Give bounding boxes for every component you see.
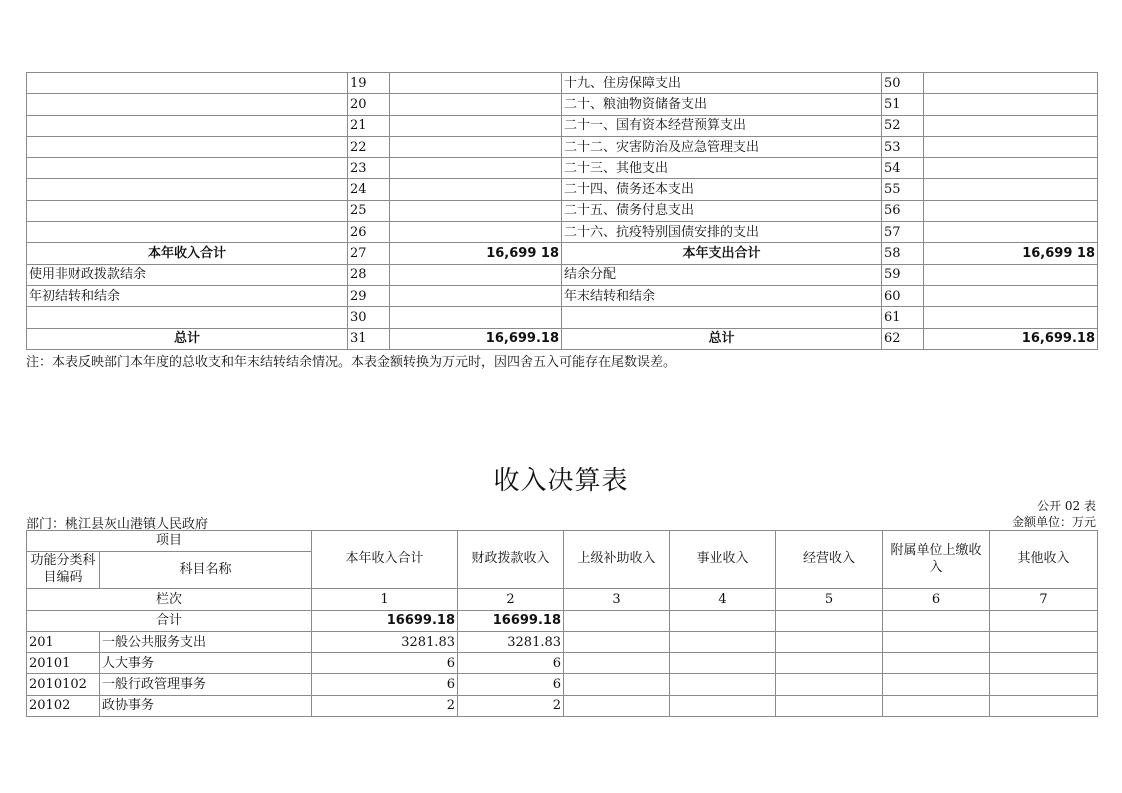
left-row-number-cell: 23 bbox=[348, 158, 390, 179]
value-cell bbox=[564, 695, 670, 716]
right-amount-cell bbox=[924, 200, 1098, 221]
value-cell: 6 bbox=[312, 653, 458, 674]
table-row bbox=[27, 695, 1098, 716]
right-amount-cell bbox=[924, 115, 1098, 136]
column-number-cell: 3 bbox=[564, 589, 670, 610]
left-label-cell: 使用非财政拨款结余 bbox=[27, 264, 348, 285]
left-row-number-cell: 29 bbox=[348, 285, 390, 306]
value-cell bbox=[564, 631, 670, 652]
left-label-cell bbox=[27, 115, 348, 136]
table-row bbox=[27, 73, 1098, 94]
column-number-cell: 7 bbox=[990, 589, 1098, 610]
table-row bbox=[27, 94, 1098, 115]
left-label-cell bbox=[27, 73, 348, 94]
value-cell bbox=[670, 653, 776, 674]
table-row bbox=[27, 631, 1098, 652]
left-amount-cell bbox=[390, 73, 562, 94]
value-cell bbox=[564, 674, 670, 695]
left-row-number-cell: 31 bbox=[348, 328, 390, 349]
table-row bbox=[27, 200, 1098, 221]
header-code: 功能分类科目编码 bbox=[27, 552, 100, 589]
page-title: 收入决算表 bbox=[493, 466, 629, 496]
right-row-number-cell: 54 bbox=[882, 158, 924, 179]
header-name: 科目名称 bbox=[100, 552, 312, 589]
right-row-number-cell: 52 bbox=[882, 115, 924, 136]
left-label-cell bbox=[27, 307, 348, 328]
value-cell bbox=[883, 695, 990, 716]
value-cell: 2 bbox=[458, 695, 564, 716]
left-label-cell bbox=[27, 136, 348, 157]
right-row-number-cell: 50 bbox=[882, 73, 924, 94]
value-cell bbox=[776, 695, 883, 716]
department-label: 部门：桃江县灰山港镇人民政府 bbox=[26, 517, 209, 532]
value-cell: 6 bbox=[312, 674, 458, 695]
value-cell bbox=[883, 674, 990, 695]
right-label-cell: 结余分配 bbox=[562, 264, 882, 285]
right-row-number-cell: 58 bbox=[882, 243, 924, 264]
right-label-cell: 二十一、国有资本经营预算支出 bbox=[562, 115, 882, 136]
right-amount-cell bbox=[924, 307, 1098, 328]
left-row-number-cell: 20 bbox=[348, 94, 390, 115]
table-row bbox=[27, 136, 1098, 157]
table-row bbox=[27, 243, 1098, 264]
column-number-cell: 5 bbox=[776, 589, 883, 610]
value-cell bbox=[990, 653, 1098, 674]
value-cell bbox=[776, 674, 883, 695]
right-label-cell: 总计 bbox=[562, 328, 882, 349]
subject-code-cell: 20101 bbox=[27, 653, 100, 674]
right-row-number-cell: 55 bbox=[882, 179, 924, 200]
left-amount-cell: 16,699 18 bbox=[390, 243, 562, 264]
value-cell: 2 bbox=[312, 695, 458, 716]
right-label-cell bbox=[562, 307, 882, 328]
value-cell bbox=[883, 631, 990, 652]
left-amount-cell bbox=[390, 158, 562, 179]
value-cell bbox=[883, 653, 990, 674]
right-row-number-cell: 62 bbox=[882, 328, 924, 349]
left-row-number-cell: 25 bbox=[348, 200, 390, 221]
column-number-row bbox=[27, 589, 1098, 610]
header-col-2: 财政拨款收入 bbox=[458, 531, 564, 589]
column-number-cell: 2 bbox=[458, 589, 564, 610]
left-label-cell: 年初结转和结余 bbox=[27, 285, 348, 306]
total-label: 合计 bbox=[27, 610, 312, 631]
total-value-cell bbox=[776, 610, 883, 631]
subject-code-cell: 2010102 bbox=[27, 674, 100, 695]
unit-label: 金额单位：万元 bbox=[1011, 515, 1096, 529]
column-number-label: 栏次 bbox=[27, 589, 312, 610]
total-row bbox=[27, 610, 1098, 631]
right-row-number-cell: 51 bbox=[882, 94, 924, 115]
right-amount-cell bbox=[924, 222, 1098, 243]
right-label-cell: 二十六、抗疫特别国债安排的支出 bbox=[562, 222, 882, 243]
subject-code-cell: 201 bbox=[27, 631, 100, 652]
value-cell bbox=[564, 653, 670, 674]
right-label-cell: 二十三、其他支出 bbox=[562, 158, 882, 179]
total-value-cell bbox=[990, 610, 1098, 631]
total-value-cell bbox=[564, 610, 670, 631]
total-value-cell: 16699.18 bbox=[312, 610, 458, 631]
left-label-cell bbox=[27, 200, 348, 221]
left-row-number-cell: 22 bbox=[348, 136, 390, 157]
value-cell: 6 bbox=[458, 674, 564, 695]
right-label-cell: 本年支出合计 bbox=[562, 243, 882, 264]
summary-table bbox=[26, 72, 1098, 350]
left-row-number-cell: 30 bbox=[348, 307, 390, 328]
left-row-number-cell: 21 bbox=[348, 115, 390, 136]
column-number-cell: 1 bbox=[312, 589, 458, 610]
left-amount-cell bbox=[390, 285, 562, 306]
left-row-number-cell: 19 bbox=[348, 73, 390, 94]
right-row-number-cell: 61 bbox=[882, 307, 924, 328]
value-cell bbox=[670, 695, 776, 716]
value-cell: 3281.83 bbox=[458, 631, 564, 652]
left-amount-cell bbox=[390, 136, 562, 157]
left-row-number-cell: 24 bbox=[348, 179, 390, 200]
left-amount-cell bbox=[390, 115, 562, 136]
right-label-cell: 二十、粮油物资储备支出 bbox=[562, 94, 882, 115]
right-amount-cell bbox=[924, 285, 1098, 306]
header-col-7: 其他收入 bbox=[990, 531, 1098, 589]
left-row-number-cell: 26 bbox=[348, 222, 390, 243]
left-amount-cell bbox=[390, 222, 562, 243]
left-label-cell bbox=[27, 158, 348, 179]
right-amount-cell bbox=[924, 179, 1098, 200]
table-row bbox=[27, 307, 1098, 328]
right-row-number-cell: 59 bbox=[882, 264, 924, 285]
header-col-4: 事业收入 bbox=[670, 531, 776, 589]
left-label-cell: 总计 bbox=[27, 328, 348, 349]
subject-code-cell: 20102 bbox=[27, 695, 100, 716]
header-item: 项目 bbox=[27, 531, 312, 552]
left-amount-cell bbox=[390, 307, 562, 328]
right-amount-cell bbox=[924, 158, 1098, 179]
left-amount-cell bbox=[390, 200, 562, 221]
value-cell bbox=[990, 631, 1098, 652]
subject-name-cell: 一般公共服务支出 bbox=[100, 631, 312, 652]
subject-name-cell: 一般行政管理事务 bbox=[100, 674, 312, 695]
income-table bbox=[26, 530, 1098, 717]
right-label-cell: 十九、住房保障支出 bbox=[562, 73, 882, 94]
total-value-cell: 16699.18 bbox=[458, 610, 564, 631]
table-row bbox=[27, 158, 1098, 179]
left-label-cell bbox=[27, 222, 348, 243]
right-amount-cell bbox=[924, 94, 1098, 115]
subject-name-cell: 人大事务 bbox=[100, 653, 312, 674]
left-amount-cell bbox=[390, 94, 562, 115]
total-value-cell bbox=[883, 610, 990, 631]
left-row-number-cell: 28 bbox=[348, 264, 390, 285]
left-amount-cell bbox=[390, 179, 562, 200]
right-row-number-cell: 57 bbox=[882, 222, 924, 243]
left-label-cell bbox=[27, 179, 348, 200]
table-row bbox=[27, 653, 1098, 674]
column-number-cell: 4 bbox=[670, 589, 776, 610]
form-number: 公开 02 表 bbox=[1037, 499, 1096, 513]
right-amount-cell: 16,699.18 bbox=[924, 328, 1098, 349]
left-label-cell bbox=[27, 94, 348, 115]
value-cell: 6 bbox=[458, 653, 564, 674]
value-cell bbox=[670, 674, 776, 695]
total-value-cell bbox=[670, 610, 776, 631]
right-amount-cell: 16,699 18 bbox=[924, 243, 1098, 264]
right-label-cell: 年末结转和结余 bbox=[562, 285, 882, 306]
right-row-number-cell: 60 bbox=[882, 285, 924, 306]
right-label-cell: 二十五、债务付息支出 bbox=[562, 200, 882, 221]
right-amount-cell bbox=[924, 136, 1098, 157]
left-row-number-cell: 27 bbox=[348, 243, 390, 264]
right-amount-cell bbox=[924, 73, 1098, 94]
table-row bbox=[27, 328, 1098, 349]
value-cell bbox=[990, 695, 1098, 716]
right-amount-cell bbox=[924, 264, 1098, 285]
left-amount-cell: 16,699.18 bbox=[390, 328, 562, 349]
value-cell bbox=[670, 631, 776, 652]
header-col-3: 上级补助收入 bbox=[564, 531, 670, 589]
right-row-number-cell: 53 bbox=[882, 136, 924, 157]
header-col-5: 经营收入 bbox=[776, 531, 883, 589]
value-cell: 3281.83 bbox=[312, 631, 458, 652]
table-row bbox=[27, 115, 1098, 136]
left-amount-cell bbox=[390, 264, 562, 285]
value-cell bbox=[776, 631, 883, 652]
value-cell bbox=[990, 674, 1098, 695]
column-number-cell: 6 bbox=[883, 589, 990, 610]
header-col-6: 附属单位上缴收入 bbox=[883, 531, 990, 589]
table-note: 注：本表反映部门本年度的总收支和年末结转结余情况。本表金额转换为万元时，因四舍五入可能存在尾数误差。 bbox=[26, 355, 677, 370]
header-col-1: 本年收入合计 bbox=[312, 531, 458, 589]
table-row bbox=[27, 222, 1098, 243]
right-label-cell: 二十二、灾害防治及应急管理支出 bbox=[562, 136, 882, 157]
header-row bbox=[27, 531, 1098, 552]
table-row bbox=[27, 674, 1098, 695]
left-label-cell: 本年收入合计 bbox=[27, 243, 348, 264]
table-row bbox=[27, 264, 1098, 285]
right-row-number-cell: 56 bbox=[882, 200, 924, 221]
value-cell bbox=[776, 653, 883, 674]
subject-name-cell: 政协事务 bbox=[100, 695, 312, 716]
table-row bbox=[27, 285, 1098, 306]
right-label-cell: 二十四、债务还本支出 bbox=[562, 179, 882, 200]
table-row bbox=[27, 179, 1098, 200]
